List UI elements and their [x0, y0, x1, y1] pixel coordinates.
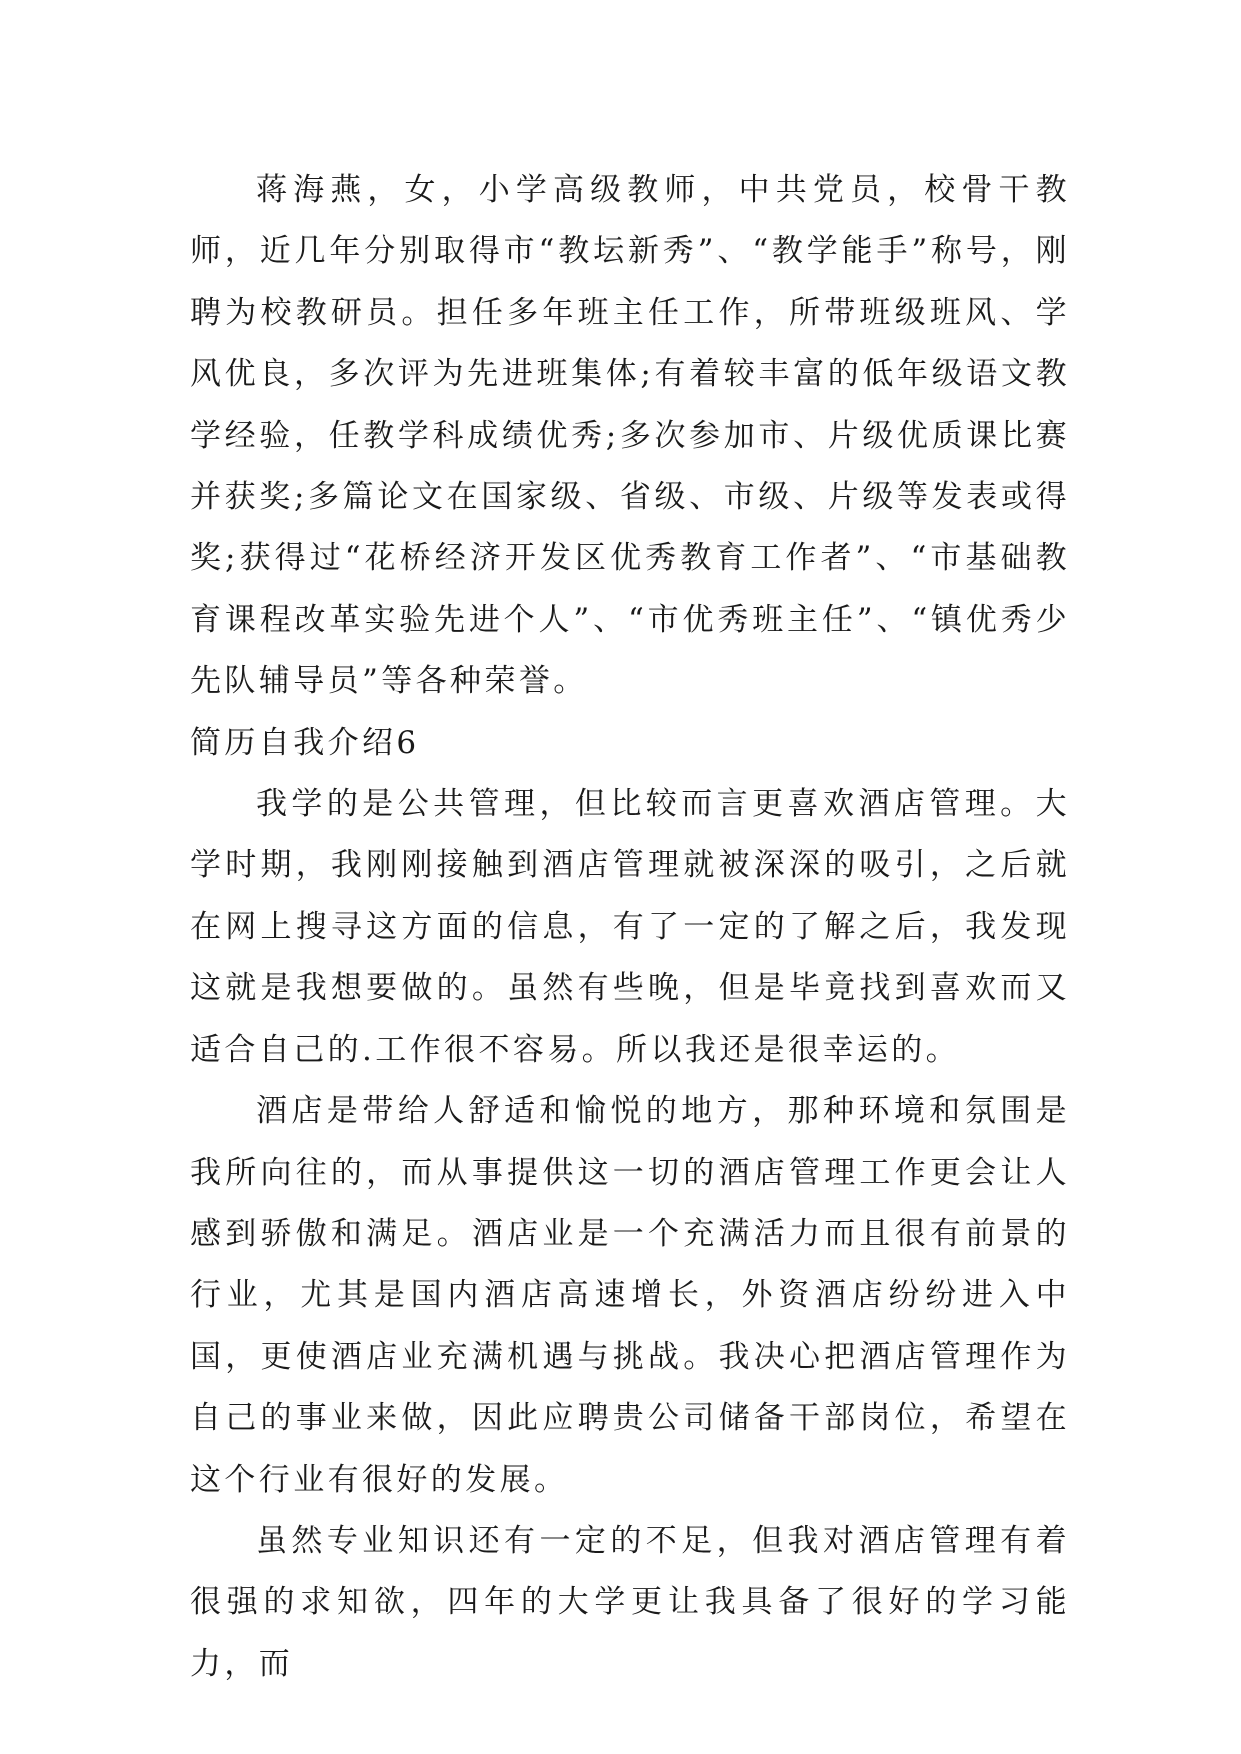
paragraph-learning-ability: 虽然专业知识还有一定的不足，但我对酒店管理有着很强的求知欲，四年的大学更让我具备了很好的学习能力，而 [190, 1522, 1070, 1682]
paragraph-hotel-aspiration: 酒店是带给人舒适和愉悦的地方，那种环境和氛围是我所向往的，而从事提供这一切的酒店管理工作更会让人感到骄傲和满足。酒店业是一个充满活力而且很有前景的行业，尤其是国内酒店高速增长，外资酒店纷纷进入中国，更使酒店业充满机遇与挑战。我决心把酒店管理作为自己的事业来做，因此应聘贵公司储备干部岗位，希望在这个行业有很好的发展。 [190, 1093, 1070, 1498]
paragraph-major-interest: 我学的是公共管理，但比较而言更喜欢酒店管理。大学时期，我刚刚接触到酒店管理就被深深的吸引，之后就在网上搜寻这方面的信息，有了一定的了解之后，我发现这就是我想要做的。虽然有些晚，但是毕竟找到喜欢而又适合自己的.工作很不容易。所以我还是很幸运的。 [190, 786, 1070, 1068]
section-heading: 简历自我介绍6 [190, 724, 420, 761]
paragraph-teacher-profile: 蒋海燕，女，小学高级教师，中共党员，校骨干教师，近几年分别取得市“教坛新秀”、“教学能手”称号，刚聘为校教研员。担任多年班主任工作，所带班级班风、学风优良，多次评为先进班集体;有着较丰富的低年级语文教学经验，任教学科成绩优秀;多次参加市、片级优质课比赛并获奖;多篇论文在国家级、省级、市级、片级等发表或得奖;获得过“花桥经济开发区优秀教育工作者”、“市基础教育课程改革实验先进个人”、“市优秀班主任”、“镇优秀少先队辅导员”等各种荣誉。 [190, 172, 1070, 700]
document-body [190, 160, 1070, 1695]
